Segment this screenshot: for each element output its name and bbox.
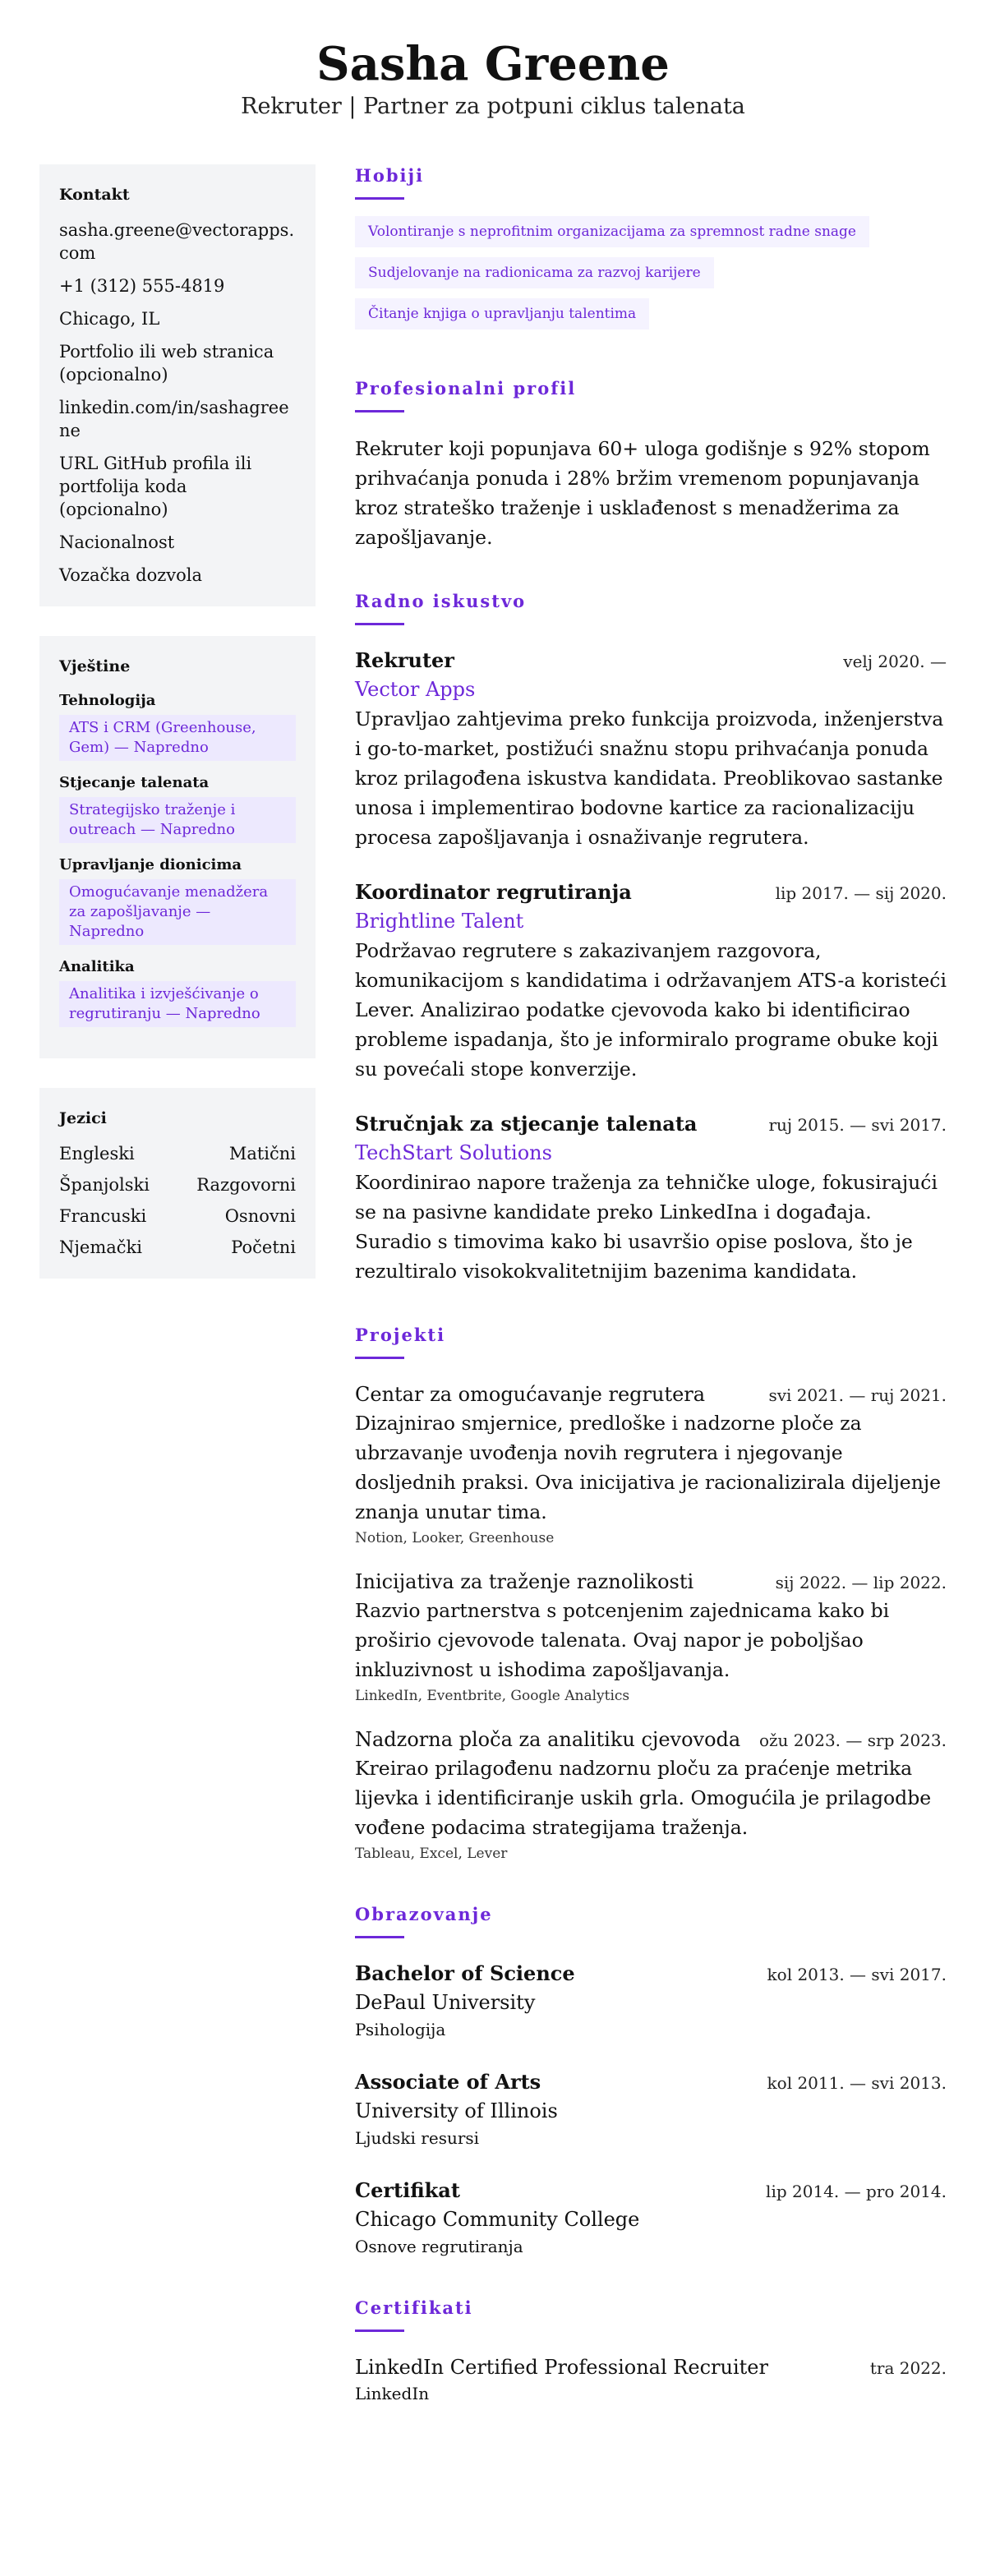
skills-box [39,636,316,1058]
job-company: TechStart Solutions [355,1141,552,1164]
project-date: svi 2021. — ruj 2021. [768,1385,947,1405]
skill-category: Upravljanje dionicima [59,856,242,873]
experience-section [355,590,947,1286]
project-tech: Tableau, Excel, Lever [355,1846,508,1862]
project-title: Nadzorna ploča za analitiku cjevovoda [355,1728,741,1751]
language-name: Njemački [59,1237,142,1257]
contact-github: URL GitHub profila ili portfolija koda (opcionalno) [59,454,252,519]
skill-category: Tehnologija [59,692,156,709]
candidate-subtitle: Rekruter | Partner za potpuni ciklus talenata [241,94,745,119]
skill-category: Analitika [59,958,135,975]
language-level: Razgovorni [196,1175,296,1195]
skill-tag: ATS i CRM (Greenhouse, Gem) — Napredno [59,715,296,761]
languages-box [39,1088,316,1279]
field-of-study: Ljudski resursi [355,2128,480,2148]
education-entry [355,1960,947,2042]
degree: Associate of Arts [355,2070,541,2094]
job-title: Rekruter [355,648,454,672]
language-row [59,1173,296,1196]
section-divider [355,1936,404,1938]
sidebar [39,164,316,2444]
school: DePaul University [355,1991,536,2014]
language-level: Osnovni [224,1206,296,1226]
section-title: Obrazovanje [355,1904,493,1924]
field-of-study: Osnove regrutiranja [355,2237,523,2256]
field-of-study: Psihologija [355,2020,446,2039]
job-date: velj 2020. — [843,652,947,671]
language-level: Početni [231,1237,296,1257]
contact-email[interactable]: sasha.greene@vectorapps.com [59,220,295,263]
language-row [59,1142,296,1165]
job-entry [355,878,947,1084]
contact-nationality: Nacionalnost [59,532,175,552]
contact-box [39,164,316,606]
school: Chicago Community College [355,2208,640,2231]
project-tech: LinkedIn, Eventbrite, Google Analytics [355,1688,630,1704]
project-description: Dizajnirao smjernice, predloške i nadzorne ploče za ubrzavanje uvođenja novih regrutera i njegovanje dosljednih praksi. Ova inicijativa je racionalizirala dijeljenje znanja unutar tima. [355,1412,942,1523]
language-name: Španjolski [59,1175,150,1195]
project-date: ožu 2023. — srp 2023. [758,1730,947,1750]
job-description: Podržavao regrutere s zakazivanjem razgovora, komunikacijom s kandidatima i održavanjem ATS-a koristeći Lever. Analizirao podatke cjevovoda kako bi identificirao probleme ispadanja, što je informiralo programe obuke koji su povećali stope konverzije. [355,939,947,1081]
resume-header [0,0,986,164]
job-date: lip 2017. — sij 2020. [775,883,947,903]
hobby-tag: Volontiranje s neprofitnim organizacijama za spremnost radne snage [355,216,869,247]
section-divider [355,1357,404,1359]
language-name: Engleski [59,1144,135,1164]
degree: Bachelor of Science [355,1961,575,1985]
project-tech: Notion, Looker, Greenhouse [355,1530,555,1546]
education-date: kol 2011. — svi 2013. [767,2073,947,2093]
hobbies-section [355,164,947,339]
education-date: lip 2014. — pro 2014. [766,2182,947,2201]
languages-heading: Jezici [59,1109,107,1127]
job-title: Stručnjak za stjecanje talenata [355,1112,698,1136]
projects-section [355,1324,947,1865]
section-divider [355,410,404,412]
project-entry [355,1380,947,1550]
candidate-name: Sasha Greene [316,37,670,91]
project-description: Razvio partnerstva s potcenjenim zajednicama kako bi proširio cjevovode talenata. Ovaj napor je poboljšao inkluzivnost u ishodima zapošljavanja. [355,1599,890,1681]
education-entry [355,2068,947,2150]
section-title: Hobiji [355,165,425,186]
skills-heading: Vještine [59,657,131,675]
profile-text: Rekruter koji popunjava 60+ uloga godišnje s 92% stopom prihvaćanja ponuda i 28% bržim vremenom popunjavanja kroz strateško traženje i usklađenost s menadžerima za zapošljavanje. [355,437,930,549]
education-date: kol 2013. — svi 2017. [767,1965,947,1984]
certification-issuer: LinkedIn [355,2384,430,2403]
job-description: Upravljao zahtjevima preko funkcija proizvoda, inženjerstva i go-to-market, postižući snažnu stopu prihvaćanja ponuda kroz prilagođena iskustva kandidata. Preoblikovao sastanke unosa i implementirao bodovne kartice za racionalizaciju procesa zapošljavanja i osnaživanje regrutera. [355,707,944,849]
project-entry [355,1568,947,1707]
section-title: Certifikati [355,2297,473,2318]
skill-category: Stjecanje talenata [59,774,210,791]
section-title: Projekti [355,1325,446,1345]
section-divider [355,623,404,625]
degree: Certifikat [355,2178,460,2202]
profile-section [355,377,947,552]
section-title: Radno iskustvo [355,591,527,611]
language-name: Francuski [59,1206,147,1226]
job-entry [355,647,947,852]
certification-entry [355,2353,947,2406]
contact-license: Vozačka dozvola [59,565,203,585]
skill-tag: Analitika i izvješćivanje o regrutiranju — Napredno [59,981,296,1027]
contact-heading: Kontakt [59,186,130,204]
section-divider [355,2329,404,2332]
job-entry [355,1110,947,1286]
job-date: ruj 2015. — svi 2017. [768,1115,947,1135]
school: University of Illinois [355,2099,558,2122]
job-company: Brightline Talent [355,910,524,933]
project-title: Centar za omogućavanje regrutera [355,1383,706,1406]
contact-portfolio: Portfolio ili web stranica (opcionalno) [59,342,274,385]
contact-linkedin[interactable]: linkedin.com/in/sashagreene [59,398,289,440]
job-description: Koordinirao napore traženja za tehničke uloge, fokusirajući se na pasivne kandidate preko LinkedIna i događaja. Suradio s timovima kako bi usavršio opise poslova, što je rezultiralo visokokvalitetnijim bazenima kandidata. [355,1171,938,1283]
project-date: sij 2022. — lip 2022. [775,1573,947,1592]
skill-tag: Strategijsko traženje i outreach — Napredno [59,797,296,843]
skill-tag: Omogućavanje menadžera za zapošljavanje — Napredno [59,879,296,945]
education-section [355,1903,947,2259]
job-title: Koordinator regrutiranja [355,880,632,904]
language-row [59,1205,296,1228]
language-level: Matični [228,1144,296,1164]
language-row [59,1236,296,1259]
certifications-section [355,2297,947,2406]
contact-phone: +1 (312) 555-4819 [59,276,225,296]
section-title: Profesionalni profil [355,378,577,399]
project-description: Kreirao prilagođenu nadzornu ploču za praćenje metrika lijevka i identificiranje uskih grla. Omogućila je prilagodbe vođene podacima strategijama traženja. [355,1757,932,1839]
main-content [355,164,947,2444]
hobby-tag: Sudjelovanje na radionicama za razvoj karijere [355,257,714,288]
contact-location: Chicago, IL [59,309,160,329]
project-title: Inicijativa za traženje raznolikosti [355,1570,694,1593]
section-divider [355,197,404,200]
certification-name: LinkedIn Certified Professional Recruiter [355,2356,768,2379]
project-entry [355,1726,947,1865]
certification-date: tra 2022. [869,2358,947,2378]
education-entry [355,2177,947,2259]
job-company: Vector Apps [355,678,476,701]
hobby-tag: Čitanje knjiga o upravljanju talentima [355,298,649,329]
